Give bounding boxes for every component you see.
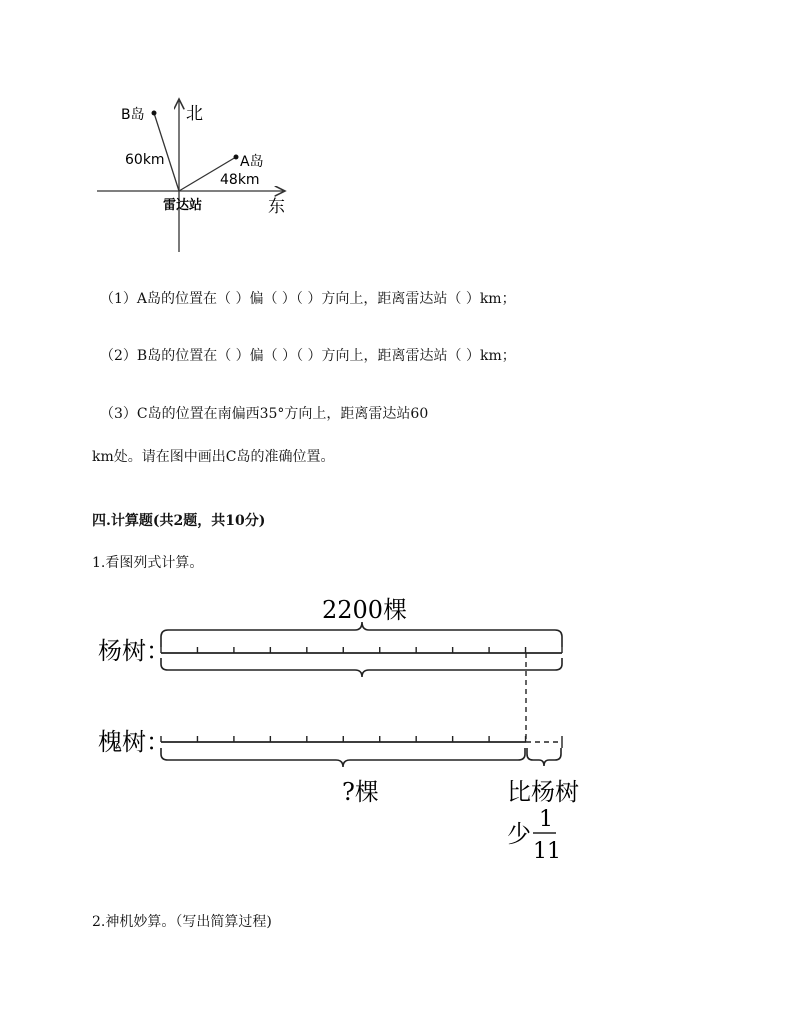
fraction-denominator: 11 [533, 839, 561, 864]
bottom-brace-main [161, 748, 525, 767]
question-2: （2）B岛的位置在（ ）偏（ ）（ ）方向上，距离雷达站（ ）km； [100, 348, 516, 364]
right-note-line-1: 比杨树 [507, 778, 579, 806]
bar-diagram [0, 580, 794, 870]
label-north: 北 [186, 104, 203, 124]
row2-label: 槐树： [98, 728, 170, 756]
bottom-brace-diff [527, 748, 561, 766]
middle-brace [161, 658, 562, 677]
question-3-line-2: km处。请在图中画出C岛的准确位置。 [92, 449, 335, 465]
top-total-label: 2200棵 [322, 596, 408, 624]
fraction-numerator: 1 [539, 807, 553, 832]
question-3-line-1: （3）C岛的位置在南偏西35°方向上，距离雷达站60 [100, 406, 429, 422]
row1-label: 杨树： [98, 637, 170, 665]
item-1: 1.看图列式计算。 [92, 555, 204, 571]
item-2: 2.神机妙算。（写出简算过程) [92, 914, 272, 930]
top-brace [161, 622, 562, 647]
label-b-distance: 60km [125, 152, 165, 168]
right-note-prefix: 少 [507, 820, 531, 848]
label-a-distance: 48km [220, 172, 260, 188]
label-a-island: A岛 [240, 154, 264, 170]
label-b-island: B岛 [121, 107, 145, 123]
a-island-point [234, 155, 239, 160]
question-1: （1）A岛的位置在（ ）偏（ ）（ ）方向上，距离雷达站（ ）km； [100, 291, 516, 307]
bottom-unknown-label: ?棵 [342, 778, 379, 806]
label-east: 东 [268, 197, 285, 217]
label-station: 雷达站 [163, 198, 203, 213]
compass-diagram [0, 0, 794, 270]
section-heading: 四.计算题(共2题，共10分) [92, 513, 266, 529]
b-island-point [152, 111, 157, 116]
